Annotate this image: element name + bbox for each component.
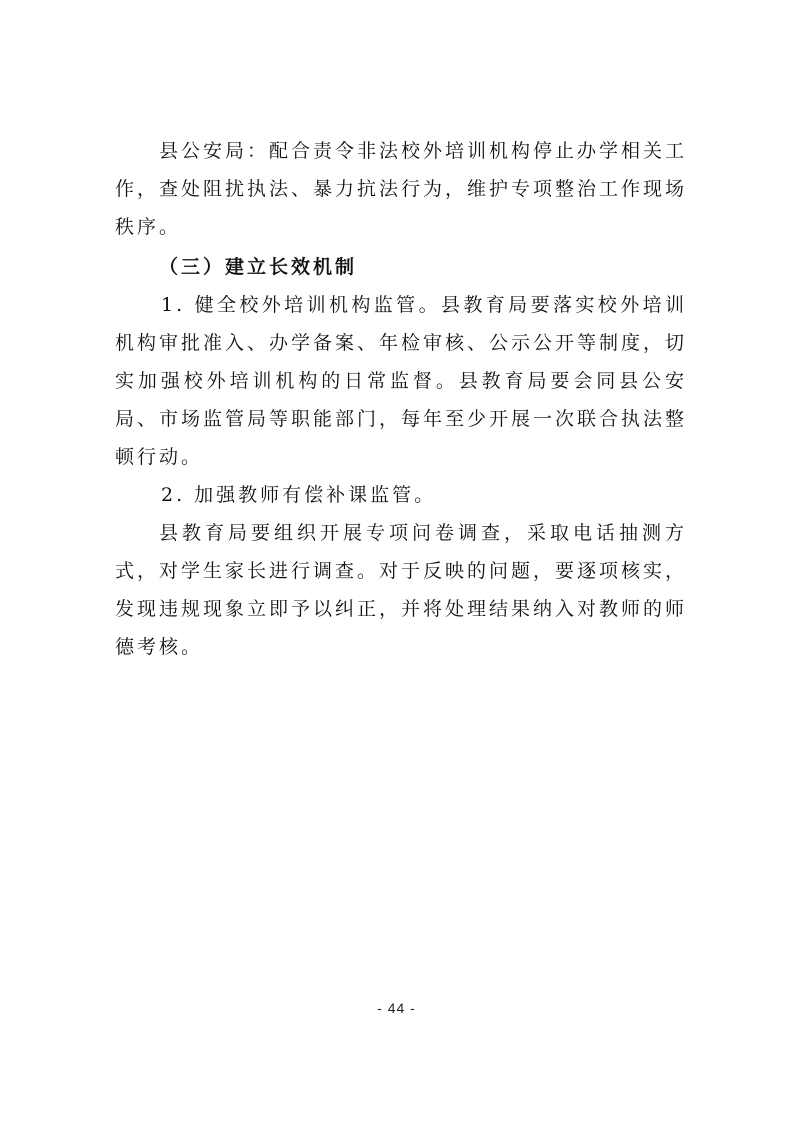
paragraph-public-security: 县公安局：配合责令非法校外培训机构停止办学相关工作，查处阻扰执法、暴力抗法行为，维护专项整治工作现场秩序。: [115, 140, 688, 238]
paragraph-survey: 县教育局要组织开展专项问卷调查，采取电话抽测方式，对学生家长进行调查。对于反映的问题，要逐项核实，发现违规现象立即予以纠正，并将处理结果纳入对教师的师德考核。: [115, 522, 688, 658]
paragraph-item-2: 2. 加强教师有偿补课监管。: [161, 484, 437, 506]
section-heading-long-term-mechanism: （三）建立长效机制: [159, 256, 358, 278]
document-body: [115, 132, 687, 666]
paragraph-item-1: 1. 健全校外培训机构监管。县教育局要落实校外培训机构审批准入、办学备案、年检审核、公示公开等制度，切实加强校外培训机构的日常监督。县教育局要会同县公安局、市场监管局等职能部门，每年至少开展一次联合执法整顿行动。: [115, 294, 688, 468]
page-number: - 44 -: [377, 1000, 416, 1016]
